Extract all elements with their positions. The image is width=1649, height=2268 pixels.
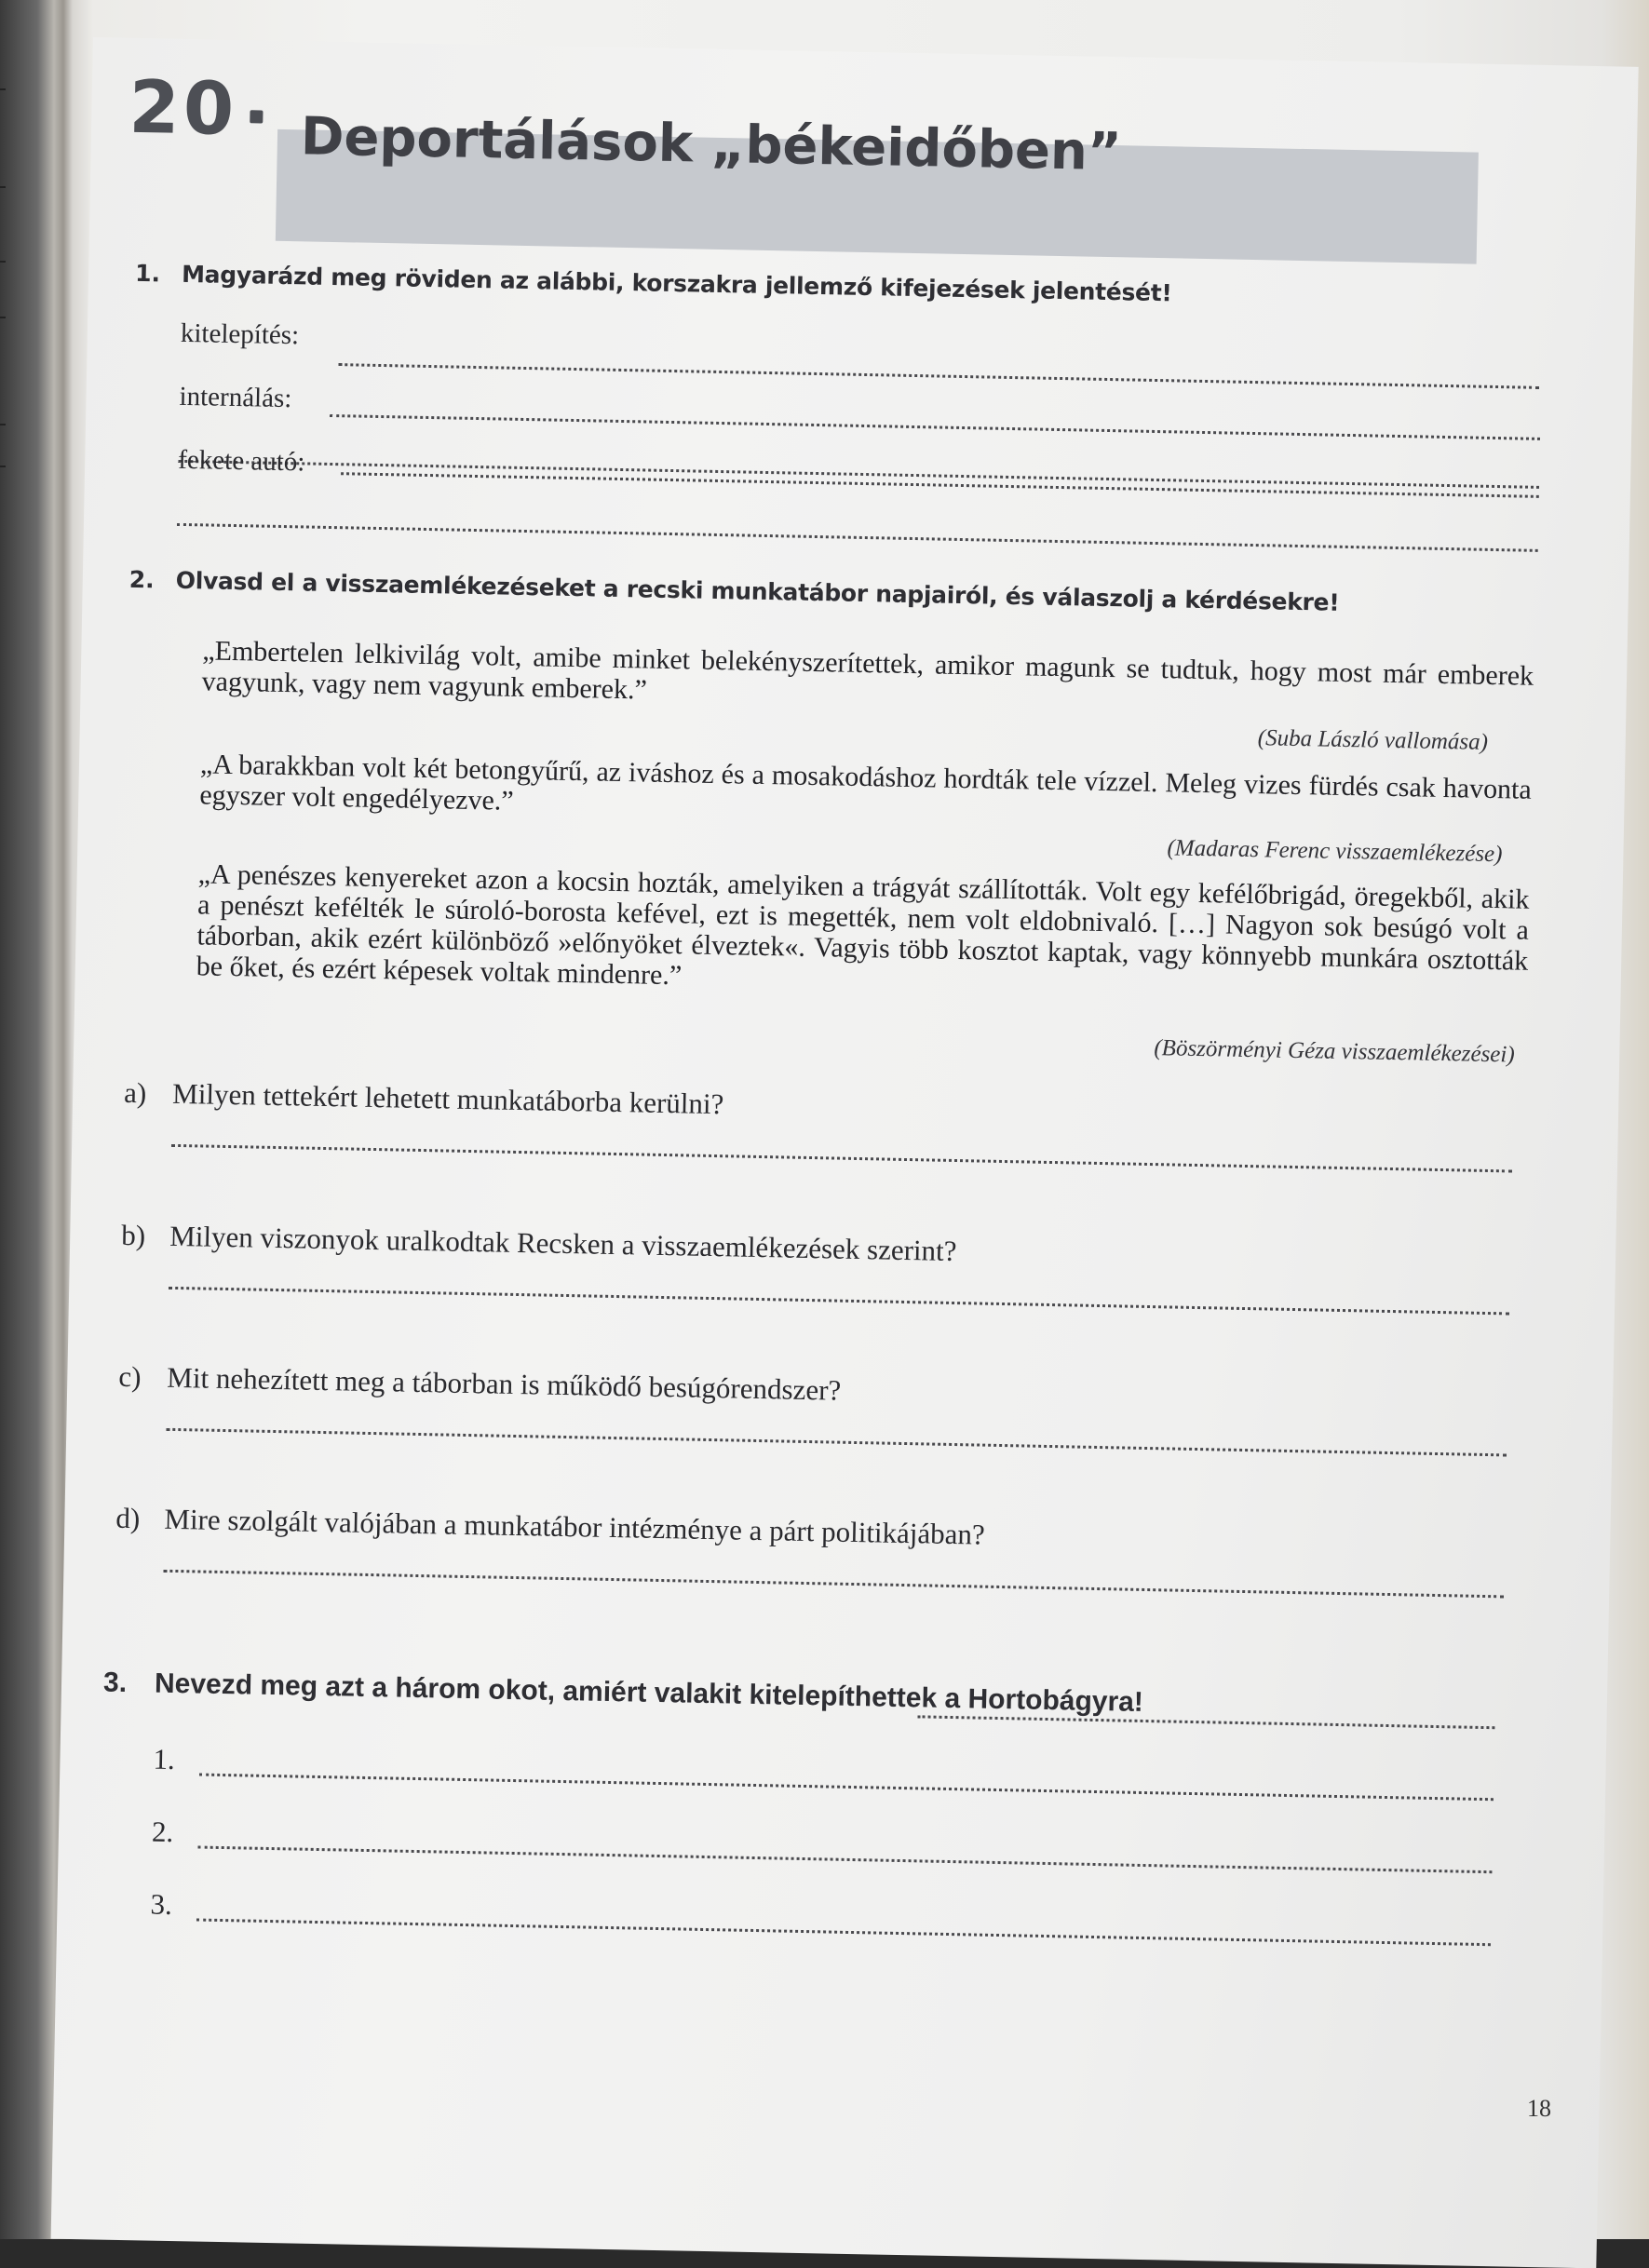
quote-text: „Embertelen lelkivilág volt, amibe minket belekényszerítettek, amikor magunk se tudtuk, hogy most már emberek vagyunk, vagy nem vagyunk emberek.” <box>201 635 1534 706</box>
answer-line[interactable] <box>198 1846 1493 1874</box>
edge-mark <box>0 88 6 90</box>
question-b <box>120 1219 1519 1348</box>
question-c <box>117 1360 1516 1490</box>
lesson-header <box>93 37 1639 183</box>
page-title: Deportálások „békeidőben” <box>300 106 1123 183</box>
quote-text: „A penészes kenyereket azon a kocsin hozták, amelyiken a trágyát szállították. Volt egy kefélőbrigád, öregekből, akik a penészt kefélték le súroló-borosta kefével, ezt is megették, nem volt eldobnivaló. […] Nagyon sok besúgó volt a táborban, akik ezért különböző »előnyöket élveztek«. Vagyis több kosztot kaptak, vagy könnyebb munkára osztották be őket, és ezért képesek voltak mindenre.” <box>196 858 1530 992</box>
title-dot <box>250 110 263 123</box>
exercise-number: 3. <box>102 1667 128 1699</box>
answer-line[interactable] <box>338 363 1539 389</box>
question-letter: d) <box>115 1501 141 1535</box>
answer-line[interactable] <box>171 1144 1512 1173</box>
question-text: Milyen viszonyok uralkodtak Recsken a visszaemlékezések szerint? <box>169 1219 957 1268</box>
answer-number: 3. <box>150 1887 173 1921</box>
question-text: Milyen tettekért lehetett munkatáborba kerülni? <box>171 1076 724 1121</box>
question-a <box>122 1076 1521 1206</box>
question-text: Mit nehezített meg a táborban is működő besúgórendszer? <box>167 1360 842 1407</box>
workbook-page <box>51 37 1639 2268</box>
exercise-instruction: Olvasd el a visszaemlékezéseket a recski munkatábor napjairól, és válaszolj a kérdésekre! <box>175 566 1340 616</box>
lesson-number: 20 <box>128 65 238 152</box>
question-letter: b) <box>120 1218 146 1252</box>
exercise-number: 2. <box>128 565 155 594</box>
answer-line[interactable] <box>169 1287 1509 1316</box>
edge-mark <box>0 261 6 263</box>
answer-line[interactable] <box>166 1428 1507 1457</box>
term-label: fekete autó: <box>177 444 305 478</box>
edge-mark <box>0 317 6 318</box>
answer-line[interactable] <box>177 523 1538 552</box>
question-d <box>115 1502 1513 1631</box>
answer-number: 1. <box>153 1742 176 1776</box>
question-text: Mire szolgált valójában a munkatábor intézménye a párt politikájában? <box>164 1502 986 1551</box>
quote-text: „A barakkban volt két betongyűrű, az iváshoz és a mosakodáshoz hordták tele vízzel. Meleg vizes fürdés csak havonta egyszer volt engedélyezve.” <box>199 749 1533 817</box>
answer-line[interactable] <box>918 1715 1495 1729</box>
quote-source: (Suba László vallomása) <box>1257 725 1489 755</box>
edge-mark <box>0 186 6 188</box>
edge-mark <box>0 424 6 425</box>
term-label: internálás: <box>179 381 292 414</box>
page-number: 18 <box>1527 2095 1551 2122</box>
answer-line[interactable] <box>196 1919 1491 1947</box>
answer-line[interactable] <box>330 414 1540 440</box>
exercise-instruction: Magyarázd meg röviden az alábbi, korszakra jellemző kifejezések jelentését! <box>181 260 1172 307</box>
exercise-number: 1. <box>134 259 161 288</box>
quote-source: (Böszörményi Géza visszaemlékezései) <box>1154 1035 1515 1068</box>
question-letter: c) <box>118 1359 142 1394</box>
edge-mark <box>0 466 6 467</box>
answer-number: 2. <box>151 1815 174 1849</box>
quote-source: (Madaras Ferenc visszaemlékezése) <box>1167 835 1503 868</box>
exercise-instruction: Nevezd meg azt a három okot, amiért valakit kitelepíthettek a Hortobágyra! <box>154 1667 1144 1718</box>
term-label: kitelepítés: <box>180 317 300 351</box>
question-letter: a) <box>123 1075 147 1110</box>
answer-line[interactable] <box>199 1774 1494 1802</box>
answer-line[interactable] <box>163 1570 1504 1599</box>
